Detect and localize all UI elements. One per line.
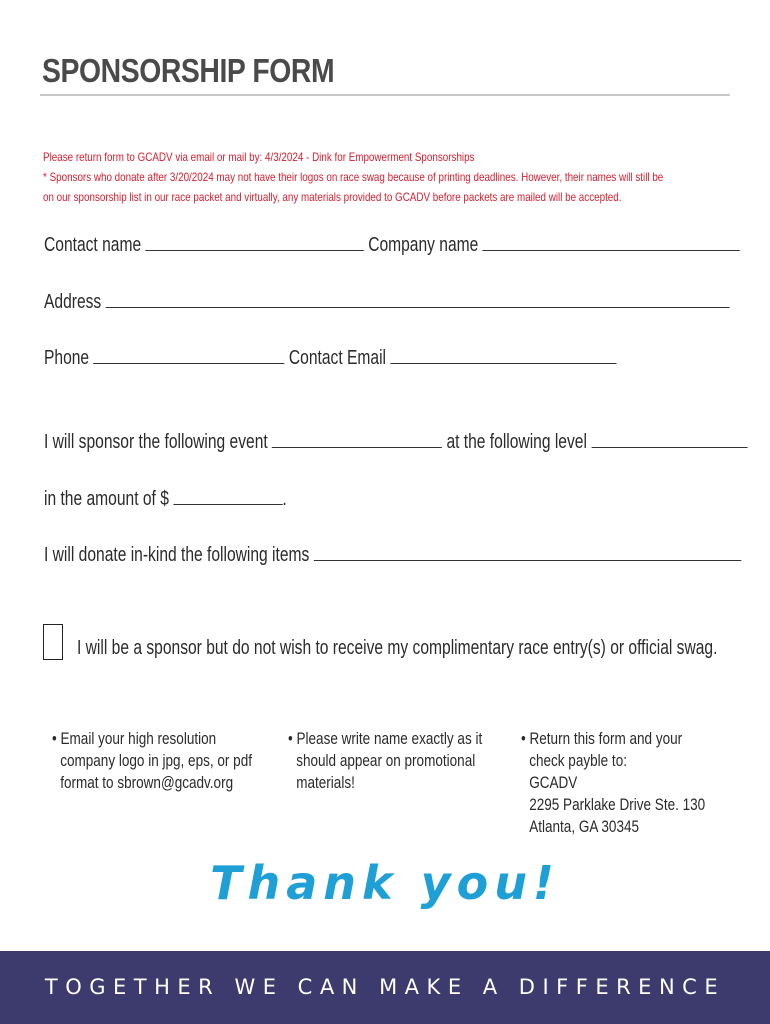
thank-you-heading: Thank you! xyxy=(210,856,560,910)
page-title: SPONSORSHIP FORM xyxy=(42,52,335,89)
phone-email-row xyxy=(44,345,617,370)
contact-name-label: Contact name xyxy=(44,234,142,256)
sponsor-event-label: I will sponsor the following event xyxy=(44,431,268,453)
level-label: at the following level xyxy=(446,431,587,453)
address-label: Address xyxy=(44,291,102,313)
amount-row xyxy=(44,486,287,511)
info-line: check payble to: xyxy=(529,752,627,770)
contact-email-field[interactable] xyxy=(390,345,616,364)
inkind-label: I will donate in-kind the following items xyxy=(44,544,310,566)
contact-name-field[interactable] xyxy=(145,232,363,251)
address-row xyxy=(44,289,730,314)
info-line: • Email your high resolution xyxy=(52,730,217,748)
opt-out-label: I will be a sponsor but do not wish to receive my complimentary race entry(s) or official swag. xyxy=(77,637,718,659)
info-line: format to sbrown@gcadv.org xyxy=(60,774,234,792)
contact-company-row xyxy=(44,232,740,257)
footer-tagline: TOGETHER WE CAN MAKE A DIFFERENCE xyxy=(44,975,726,999)
info-line: • Return this form and your xyxy=(521,730,683,748)
info-line: materials! xyxy=(296,774,355,792)
company-name-label: Company name xyxy=(368,234,479,256)
info-name-instructions xyxy=(288,728,482,794)
phone-label: Phone xyxy=(44,347,90,369)
info-line: GCADV xyxy=(529,774,578,792)
info-line: company logo in jpg, eps, or pdf xyxy=(60,752,253,770)
sponsor-event-row xyxy=(44,429,747,454)
amount-label: in the amount of $ xyxy=(44,488,169,510)
address-field[interactable] xyxy=(106,289,730,308)
footer-banner xyxy=(0,951,770,1024)
phone-field[interactable] xyxy=(93,345,284,364)
notice-deadline: Please return form to GCADV via email or mail by: 4/3/2024 - Dink for Empowerment Sponsorships xyxy=(43,150,475,164)
info-line: should appear on promotional xyxy=(296,752,476,770)
info-line: • Please write name exactly as it xyxy=(288,730,483,748)
notice-swag-line1: * Sponsors who donate after 3/20/2024 may not have their logos on race swag because of printing deadlines. However, their names will still be xyxy=(43,170,664,184)
notice-swag-line2: on our sponsorship list in our race packet and virtually, any materials provided to GCADV before packets are mailed will be accepted. xyxy=(43,190,622,204)
inkind-row xyxy=(44,542,741,567)
amount-suffix: . xyxy=(282,488,287,510)
info-logo-instructions xyxy=(52,728,252,794)
company-name-field[interactable] xyxy=(483,232,740,251)
info-return-address xyxy=(521,728,705,838)
opt-out-checkbox[interactable] xyxy=(43,624,63,660)
info-line: 2295 Parklake Drive Ste. 130 xyxy=(529,796,706,814)
contact-email-label: Contact Email xyxy=(288,347,387,369)
inkind-field[interactable] xyxy=(314,542,741,561)
amount-field[interactable] xyxy=(173,486,282,505)
title-divider xyxy=(40,94,730,96)
sponsor-event-field[interactable] xyxy=(272,429,442,448)
info-line: Atlanta, GA 30345 xyxy=(529,818,640,836)
level-field[interactable] xyxy=(591,429,747,448)
